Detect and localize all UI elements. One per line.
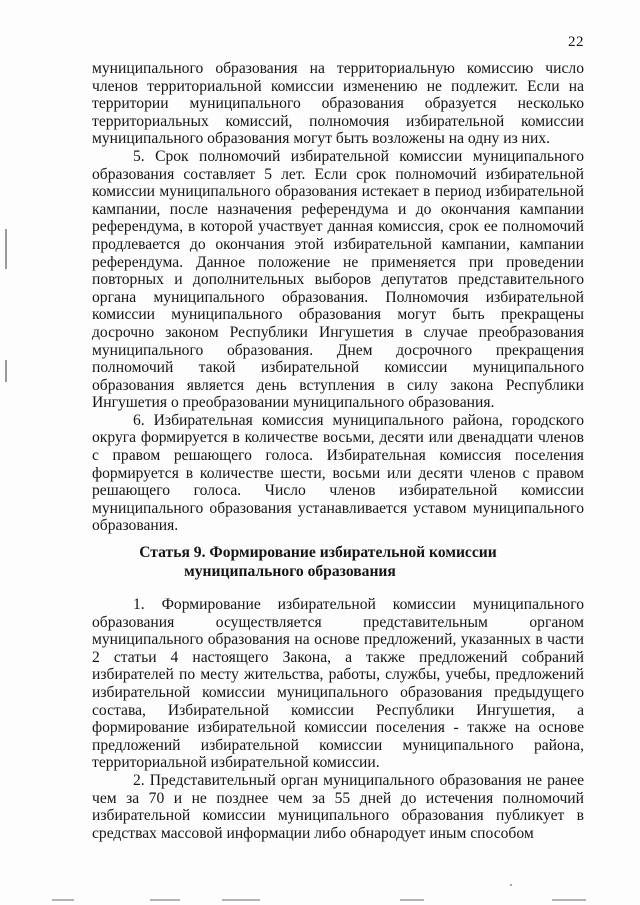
scan-edge-mark [552,899,586,901]
paragraph-continuation: муниципального образования на территориальную комиссию число членов территориальной комиссии изменению не подлежит. Если на территории муниципального образования образуется несколько территориальных комиссий, полномочия избирательной комиссии муниципального образования могут быть возложены на одну из них. [92,60,584,148]
article-heading-line-1: Статья 9. Формирование избирательной комиссии [139,544,497,561]
scan-edge-mark [150,899,180,901]
scan-margin-mark [5,229,7,269]
paragraph-item-6: 6. Избирательная комиссия муниципального района, городского округа формируется в количестве восьми, десяти или двенадцати членов с правом решающего голоса. Избирательная комиссия поселения формируется в количестве шести, восьми или десяти членов с правом решающего голоса. Число членов избирательной комиссии муниципального образования устанавливается уставом муниципального образования. [92,411,584,535]
text-block-top [92,60,584,535]
paragraph-item-1: 1. Формирование избирательной комиссии муниципального образования осуществляется представительным органом муниципального образования на основе предложений, указанных в части 2 статьи 4 настоящего Закона, а также предложений собраний избирателей по месту жительства, работы, службы, учебы, предложений избирательной комиссии муниципального образования предыдущего состава, Избирательной комиссии Республики Ингушетия, а формирование избирательной комиссии поселения - также на основе предложений избирательной комиссии муниципального района, территориальной избирательной комиссии. [92,596,584,772]
scan-margin-mark [5,360,7,382]
scan-edge-mark [52,899,74,901]
paragraph-item-5: 5. Срок полномочий избирательной комиссии муниципального образования составляет 5 лет. Если срок полномочий избирательной комиссии муниципального образования истекает в период избирательной кампании, после назначения референдума и до окончания кампании референдума, в которой участвует данная комиссия, срок ее полномочий продлевается до окончания этой избирательной кампании, кампании референдума. Данное положение не применяется при проведении повторных и дополнительных выборов депутатов представительного органа муниципального образования. Полномочия избирательной комиссии муниципального образования могут быть прекращены досрочно законом Республики Ингушетия в случае преобразования муниципального образования. Днем досрочного прекращения полномочий такой избирательной комиссии муниципального образования является день вступления в силу закона Республики Ингушетия о преобразовании муниципального образования. [92,147,584,412]
scan-edge-mark [222,899,260,901]
page-number: 22 [568,34,584,50]
article-heading-line-2: муниципального образования [184,563,396,580]
article-heading [92,543,584,581]
scan-dot [510,884,512,886]
paragraph-item-2: 2. Представительный орган муниципального образования не ранее чем за 70 и не позднее чем за 55 дней до истечения полномочий избирательной комиссии муниципального образования публикует в средствах массовой информации либо обнародует иным способом [92,771,584,842]
scan-edge-mark [400,899,424,901]
text-block-bottom [92,596,584,842]
